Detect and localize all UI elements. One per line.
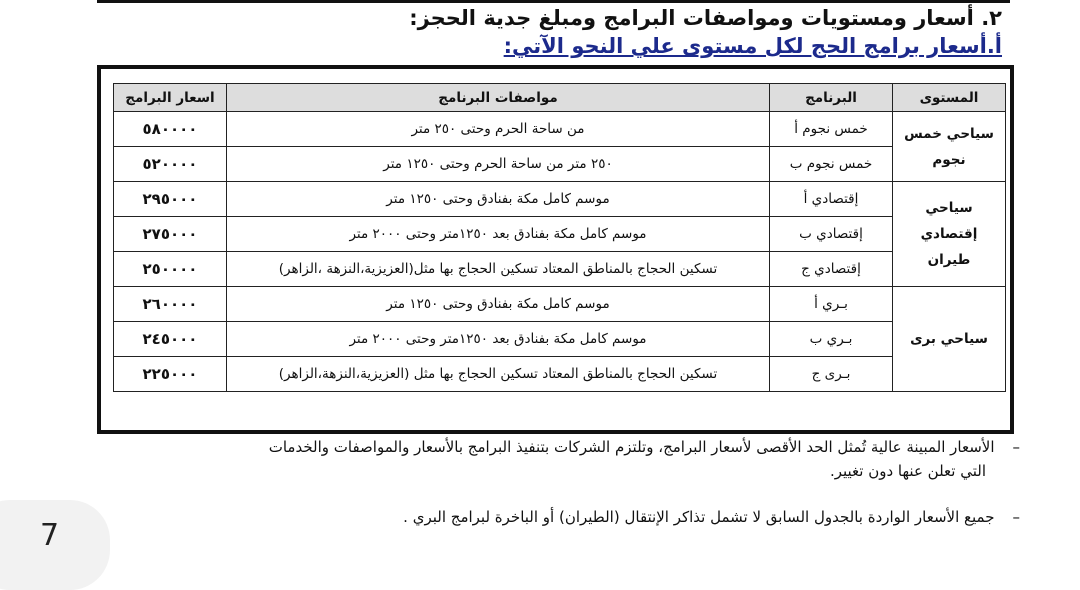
program-cell: إقتصادي ب (770, 217, 893, 252)
price-table (113, 83, 1006, 392)
header-program: البرنامج (770, 84, 893, 112)
table-row (114, 322, 1006, 357)
level-cell: سياحي خمس نجوم (893, 112, 1006, 182)
program-cell: بـري ب (770, 322, 893, 357)
spec-cell: تسكين الحجاج بالمناطق المعتاد تسكين الحجاج بها مثل(العزيزية،النزهة ،الزاهر) (227, 252, 770, 287)
page-number: 7 (40, 518, 60, 553)
spec-cell: من ساحة الحرم وحتى ٢٥٠ متر (227, 112, 770, 147)
table-row (114, 287, 1006, 322)
note-2: –جميع الأسعار الواردة بالجدول السابق لا تشمل تذاكر الإنتقال (الطيران) أو الباخرة لبرامج البري . (403, 508, 1020, 526)
spec-cell: موسم كامل مكة بفنادق بعد ١٢٥٠متر وحتى ٢٠٠٠ متر (227, 322, 770, 357)
subsection-heading: أ.أسعار برامج الحج لكل مستوى علي النحو الآتي: (503, 34, 1002, 58)
price-cell: ٢٤٥٠٠٠ (114, 322, 227, 357)
program-cell: خمس نجوم أ (770, 112, 893, 147)
spec-cell: موسم كامل مكة بفنادق وحتى ١٢٥٠ متر (227, 182, 770, 217)
note-1: –الأسعار المبينة عالية تُمثل الحد الأقصى لأسعار البرامج، وتلتزم الشركات بتنفيذ البرامج بالأسعار والمواصفات والخدمات (268, 438, 1020, 456)
program-cell: إقتصادي ج (770, 252, 893, 287)
price-cell: ٢٦٠٠٠٠ (114, 287, 227, 322)
program-cell: خمس نجوم ب (770, 147, 893, 182)
top-rule (97, 0, 1010, 3)
level-cell: سياحي برى (893, 287, 1006, 392)
price-cell: ٢٩٥٠٠٠ (114, 182, 227, 217)
table-row (114, 252, 1006, 287)
table-row (114, 147, 1006, 182)
header-spec: مواصفات البرنامج (227, 84, 770, 112)
program-cell: إقتصادي أ (770, 182, 893, 217)
spec-cell: ٢٥٠ متر من ساحة الحرم وحتى ١٢٥٠ متر (227, 147, 770, 182)
program-cell: بـرى ج (770, 357, 893, 392)
spec-cell: تسكين الحجاج بالمناطق المعتاد تسكين الحجاج بها مثل (العزيزية،النزهة،الزاهر) (227, 357, 770, 392)
header-level: المستوى (893, 84, 1006, 112)
table-row (114, 217, 1006, 252)
price-cell: ٥٢٠٠٠٠ (114, 147, 227, 182)
price-cell: ٢٥٠٠٠٠ (114, 252, 227, 287)
spec-cell: موسم كامل مكة بفنادق وحتى ١٢٥٠ متر (227, 287, 770, 322)
level-cell: سياحي إقتصادي طيران (893, 182, 1006, 287)
table-row (114, 112, 1006, 147)
table-row (114, 357, 1006, 392)
header-price: اسعار البرامج (114, 84, 227, 112)
section-heading: ٢. أسعار ومستويات ومواصفات البرامج ومبلغ جدية الحجز: (409, 6, 1002, 30)
table-header-row (114, 84, 1006, 112)
price-cell: ٥٨٠٠٠٠ (114, 112, 227, 147)
program-cell: بـري أ (770, 287, 893, 322)
table-row (114, 182, 1006, 217)
note-1-line1: الأسعار المبينة عالية تُمثل الحد الأقصى لأسعار البرامج، وتلتزم الشركات بتنفيذ البرامج بالأسعار والمواصفات والخدمات (268, 438, 995, 456)
price-table-frame (97, 65, 1014, 434)
spec-cell: موسم كامل مكة بفنادق بعد ١٢٥٠متر وحتى ٢٠٠٠ متر (227, 217, 770, 252)
price-cell: ٢٧٥٠٠٠ (114, 217, 227, 252)
note-1-cont: التي تعلن عنها دون تغيير. (829, 462, 986, 480)
price-cell: ٢٢٥٠٠٠ (114, 357, 227, 392)
note-2-line1: جميع الأسعار الواردة بالجدول السابق لا تشمل تذاكر الإنتقال (الطيران) أو الباخرة لبرامج البري . (403, 508, 995, 526)
